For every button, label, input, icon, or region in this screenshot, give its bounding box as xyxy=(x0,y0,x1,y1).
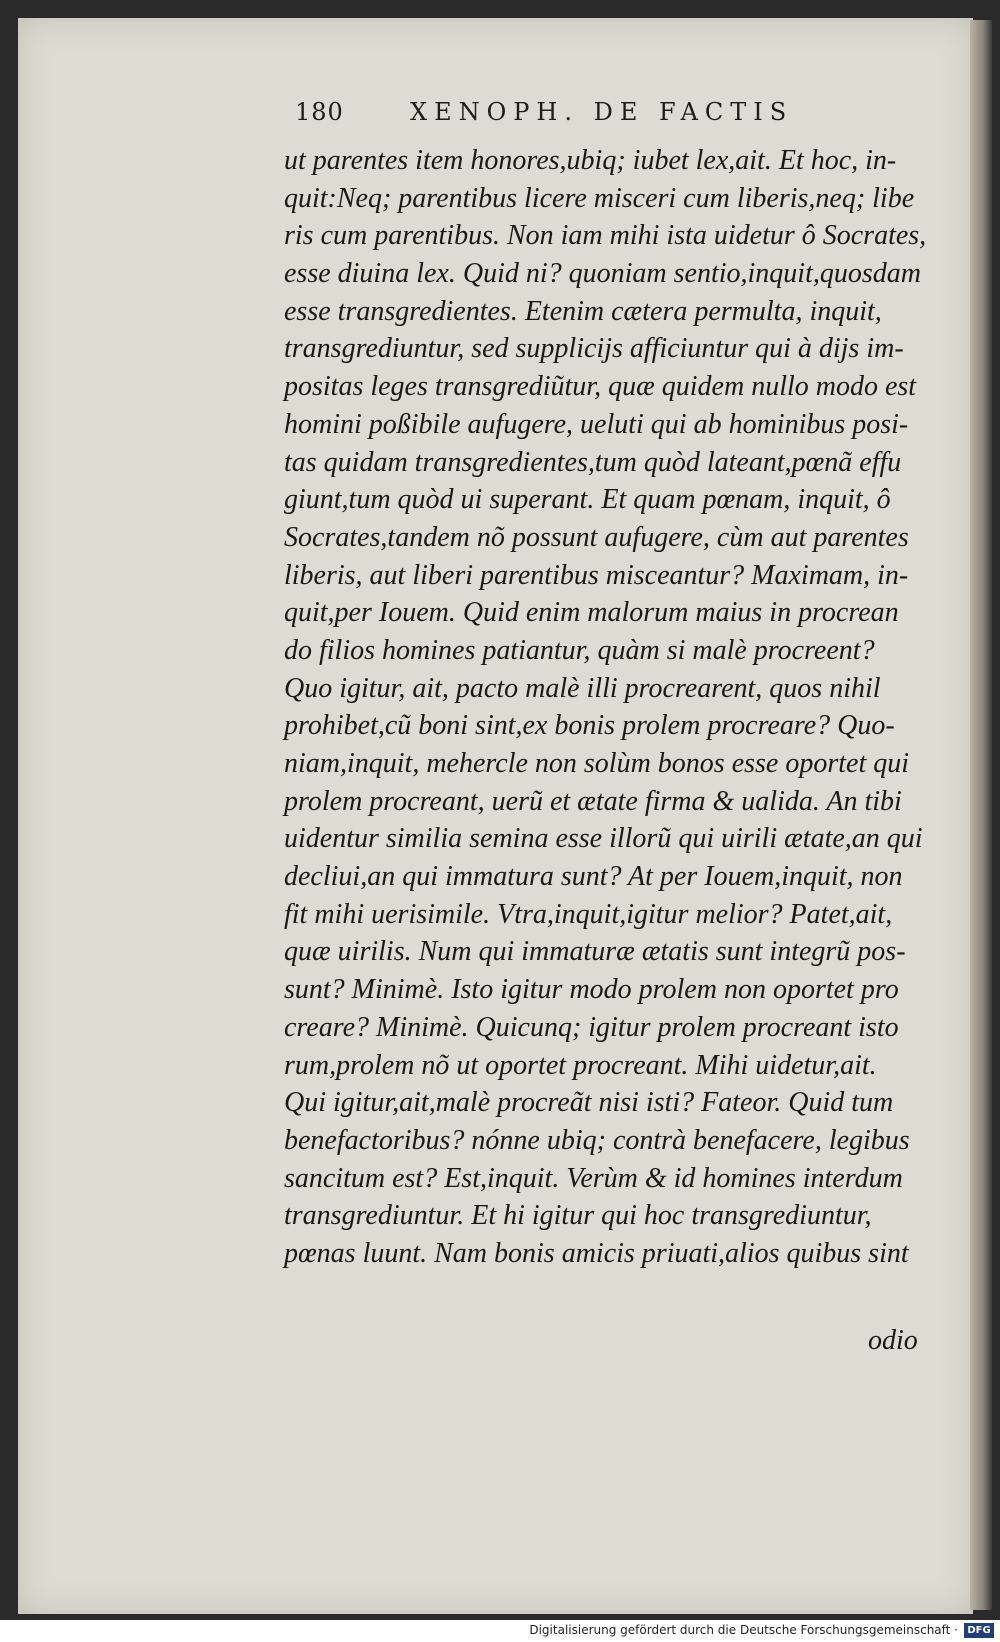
funding-credit: Digitalisierung gefördert durch die Deutsche Forschungsgemeinschaft · xyxy=(529,1623,958,1637)
dfg-logo: DFG xyxy=(964,1623,994,1638)
body-text xyxy=(284,142,944,1273)
text-line: quit,per Iouem. Quid enim malorum maius in procrean xyxy=(284,597,899,629)
text-line: ris cum parentibus. Non iam mihi ista uidetur ô Socrates, xyxy=(284,220,927,252)
text-line: esse transgredientes. Etenim cætera permulta, inquit, xyxy=(284,295,882,327)
text-line: transgrediuntur. Et hi igitur qui hoc transgrediuntur, xyxy=(284,1200,872,1232)
text-line: fit mihi uerisimile. Vtra,inquit,igitur melior? Patet,ait, xyxy=(284,898,893,930)
text-line: sunt? Minimè. Isto igitur modo prolem non oportet pro xyxy=(284,974,899,1006)
text-line: prolem procreant, uerũ et ætate firma & ualida. An tibi xyxy=(284,785,902,817)
running-header xyxy=(295,98,835,138)
page-number: 180 xyxy=(295,98,344,126)
text-line: transgrediuntur, sed supplicijs afficiuntur qui à dijs im- xyxy=(284,333,904,365)
footer-bar xyxy=(0,1620,1000,1642)
text-line: do filios homines patiantur, quàm si malè procreent? xyxy=(284,634,875,666)
text-line: sancitum est? Est,inquit. Verùm & id homines interdum xyxy=(284,1162,903,1194)
text-line: quæ uirilis. Num qui immaturæ ætatis sunt integrũ pos- xyxy=(284,936,906,968)
text-line: Quo igitur, ait, pacto malè illi procrearent, quos nihil xyxy=(284,672,881,704)
text-line: tas quidam transgredientes,tum quòd lateant,pœnã effu xyxy=(284,446,902,478)
catchword: odio xyxy=(868,1325,918,1356)
running-title: XENOPH. DE FACTIS xyxy=(410,98,794,126)
text-line: Socrates,tandem nõ possunt aufugere, cùm aut parentes xyxy=(284,521,909,553)
text-line: benefactoribus? nónne ubiq; contrà benefacere, legibus xyxy=(284,1124,910,1156)
text-line: giunt,tum quòd ui superant. Et quam pœnam, inquit, ô xyxy=(284,484,891,516)
text-line: liberis, aut liberi parentibus misceantur? Maximam, in- xyxy=(284,559,909,591)
text-line: quit:Neq; parentibus licere misceri cum liberis,neq; libe xyxy=(284,182,915,214)
text-line: pœnas luunt. Nam bonis amicis priuati,alios quibus sint xyxy=(284,1237,909,1269)
text-line: Qui igitur,ait,malè procreãt nisi isti? Fateor. Quid tum xyxy=(284,1087,894,1119)
text-line: creare? Minimè. Quicunq; igitur prolem procreant isto xyxy=(284,1011,899,1043)
text-line: uidentur similia semina esse illorũ qui uirili ætate,an qui xyxy=(284,823,923,855)
text-line: prohibet,cũ boni sint,ex bonis prolem procreare? Quo- xyxy=(284,710,895,742)
text-line: esse diuina lex. Quid ni? quoniam sentio,inquit,quosdam xyxy=(284,258,921,290)
text-line: niam,inquit, mehercle non solùm bonos esse oportet qui xyxy=(284,748,910,779)
page-edge xyxy=(970,20,992,1610)
text-line: decliui,an qui immatura sunt? At per Iouem,inquit, non xyxy=(284,861,903,893)
text-line: rum,prolem nõ ut oportet procreant. Mihi uidetur,ait. xyxy=(284,1049,877,1081)
text-line: positas leges transgrediũtur, quæ quidem nullo modo est xyxy=(284,371,917,403)
text-line: ut parentes item honores,ubiq; iubet lex,ait. Et hoc, in- xyxy=(284,145,897,176)
text-line: homini poßibile aufugere, ueluti qui ab hominibus posi- xyxy=(284,408,909,440)
